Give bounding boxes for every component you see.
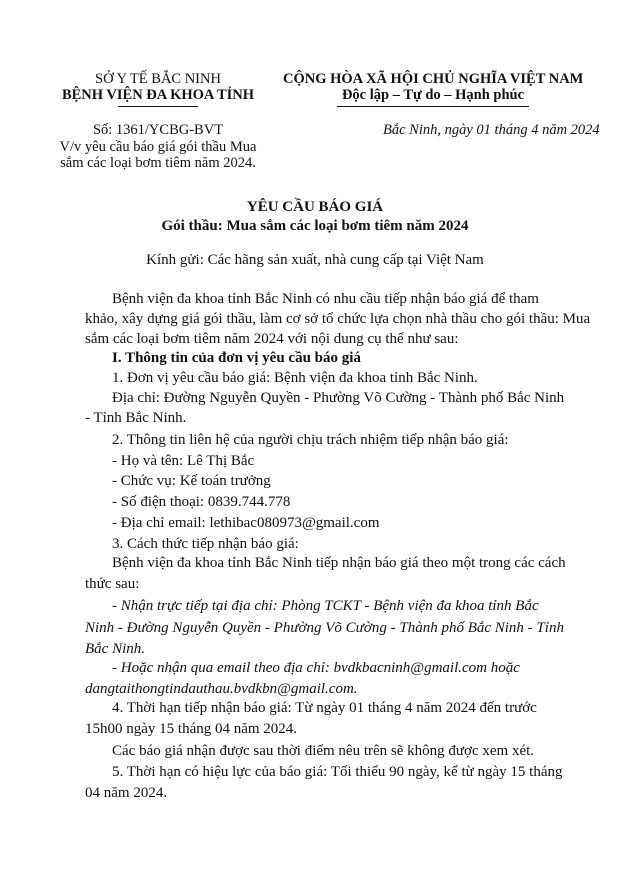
recipient: Kính gửi: Các hãng sản xuất, nhà cung cấp tại Việt Nam <box>146 252 484 268</box>
email-line-1: - Hoặc nhận qua email theo địa chỉ: bvdkbacninh@gmail.com hoặc <box>112 660 520 676</box>
document-number: Số: 1361/YCBG-BVT <box>92 122 224 138</box>
national-motto: Độc lập – Tự do – Hạnh phúc <box>341 87 525 103</box>
contact-email: - Địa chỉ email: lethibac080973@gmail.com <box>112 515 380 531</box>
direct-line-2: Ninh - Đường Nguyễn Quyền - Phường Võ Cường - Thành phố Bắc Ninh - Tỉnh <box>85 620 564 636</box>
late-note: Các báo giá nhận được sau thời điểm nêu trên sẽ không được xem xét. <box>112 743 535 759</box>
intro-line-3: sắm các loại bơm tiêm năm 2024 với nội dung cụ thể như sau: <box>85 331 459 347</box>
section-heading: I. Thông tin của đơn vị yêu cầu báo giá <box>112 350 361 366</box>
address-line-1: Địa chỉ: Đường Nguyễn Quyền - Phường Võ Cường - Thành phố Bắc Ninh <box>112 390 565 406</box>
contact-phone: - Số điện thoại: 0839.744.778 <box>112 494 291 510</box>
contact-position: - Chức vụ: Kế toán trưởng <box>112 473 271 489</box>
agency-name: SỞ Y TẾ BẮC NINH <box>95 71 221 87</box>
right-header-divider <box>337 106 529 107</box>
document-title: YÊU CẦU BÁO GIÁ <box>246 199 384 215</box>
deadline-line-2: 15h00 ngày 15 tháng 04 năm 2024. <box>85 721 298 737</box>
deadline-line-1: 4. Thời hạn tiếp nhận báo giá: Từ ngày 01 tháng 4 năm 2024 đến trước <box>112 700 537 716</box>
direct-line-1: - Nhận trực tiếp tại địa chỉ: Phòng TCKT - Bệnh viện đa khoa tỉnh Bắc <box>112 598 539 614</box>
left-header-divider <box>118 106 198 107</box>
email-line-2: dangtaithongtindauthau.bvdkbn@gmail.com. <box>85 681 358 697</box>
national-title: CỘNG HÒA XÃ HỘI CHỦ NGHĨA VIỆT NAM <box>283 71 584 87</box>
contact-heading: 2. Thông tin liên hệ của người chịu trách nhiệm tiếp nhận báo giá: <box>112 432 509 448</box>
package-name: Gói thầu: Mua sắm các loại bơm tiêm năm 2024 <box>161 218 469 234</box>
direct-line-3: Bắc Ninh. <box>85 641 145 657</box>
intro-line-2: khảo, xây dựng giá gói thầu, làm cơ sở tổ chức lựa chọn nhà thầu cho gói thầu: Mua <box>85 311 591 327</box>
validity-line-2: 04 năm 2024. <box>85 785 168 801</box>
method-line-2: thức sau: <box>85 576 140 592</box>
validity-line-1: 5. Thời hạn có hiệu lực của báo giá: Tối thiểu 90 ngày, kể từ ngày 15 tháng <box>112 764 563 780</box>
subject-line-2: sắm các loại bơm tiêm năm 2024. <box>60 155 256 171</box>
hospital-name: BỆNH VIỆN ĐA KHOA TỈNH <box>61 87 255 103</box>
method-heading: 3. Cách thức tiếp nhận báo giá: <box>112 536 299 552</box>
intro-line-1: Bệnh viện đa khoa tỉnh Bắc Ninh có nhu cầu tiếp nhận báo giá để tham <box>112 291 539 307</box>
address-line-2: - Tỉnh Bắc Ninh. <box>85 410 187 426</box>
requester-unit: 1. Đơn vị yêu cầu báo giá: Bệnh viện đa khoa tỉnh Bắc Ninh. <box>112 370 478 386</box>
place-date: Bắc Ninh, ngày 01 tháng 4 năm 2024 <box>383 122 600 138</box>
contact-name: - Họ và tên: Lê Thị Bắc <box>112 453 255 469</box>
subject-line-1: V/v yêu cầu báo giá gói thầu Mua <box>59 139 257 155</box>
method-line-1: Bệnh viện đa khoa tỉnh Bắc Ninh tiếp nhận báo giá theo một trong các cách <box>112 555 566 571</box>
